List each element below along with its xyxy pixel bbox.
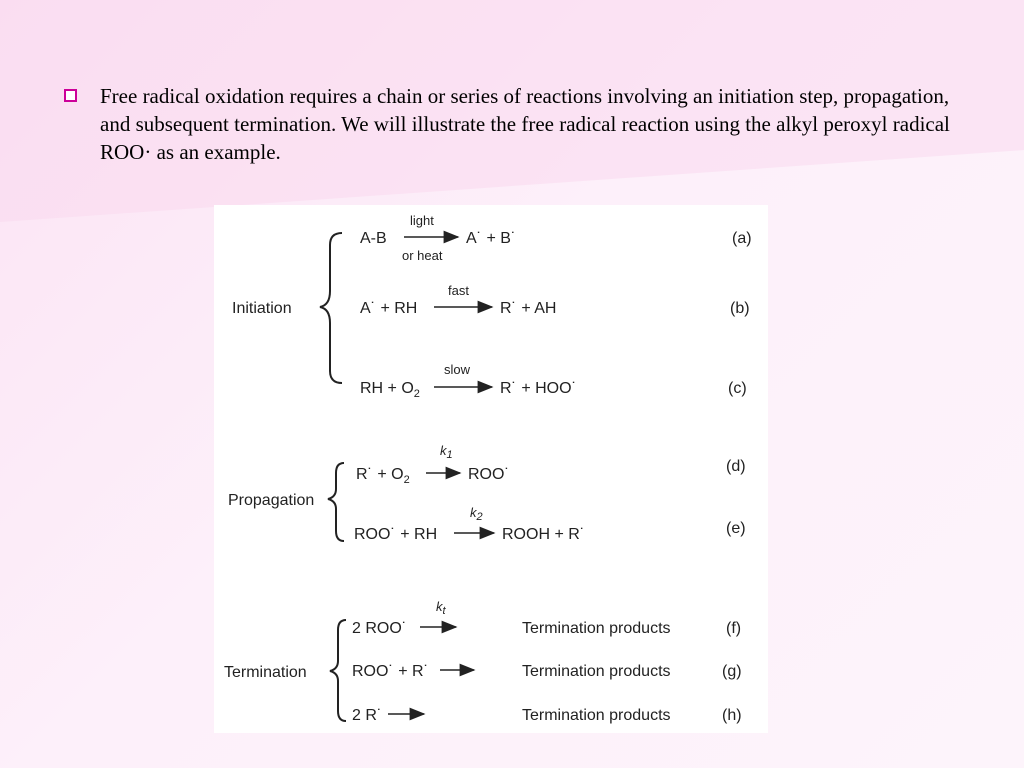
- reaction-scheme-figure: [214, 205, 768, 733]
- reaction-a-products: A˙ + B˙: [466, 230, 517, 247]
- reaction-b-products: R˙ + AH: [500, 300, 557, 317]
- initiation-brace: [320, 233, 342, 383]
- reaction-d-rate-constant: $k_1$: [440, 443, 453, 461]
- reaction-f-tag: (f): [726, 620, 742, 637]
- propagation-brace: [328, 463, 344, 541]
- reaction-c-reactants: RH + $O_2$: [360, 380, 420, 400]
- group-label-termination: Termination: [224, 664, 307, 681]
- bullet-square-icon: [64, 89, 77, 102]
- reaction-d-reactants: R˙ + $O_2$: [356, 466, 410, 486]
- reaction-f-rate-constant: $k_t$: [436, 599, 446, 617]
- reaction-c-tag: (c): [728, 380, 747, 397]
- reaction-a-reactants: A-B: [360, 230, 387, 247]
- reaction-b-condition-above: fast: [448, 283, 469, 298]
- reaction-b-tag: (b): [730, 300, 750, 317]
- reaction-f-products: Termination products: [522, 620, 671, 637]
- reaction-e-products: ROOH + R˙: [502, 526, 586, 543]
- reaction-g-reactants: ROO˙ + R˙: [352, 663, 429, 680]
- slide-body-text: Free radical oxidation requires a chain or series of reactions involving an initiation step, propagation, and subsequent termination. We will illustrate the free radical reaction using the alkyl peroxyl radical ROO· as an example.: [100, 84, 950, 164]
- reaction-a-tag: (a): [732, 230, 752, 247]
- reaction-e-rate-constant: $k_2$: [470, 505, 483, 523]
- termination-brace: [330, 620, 346, 721]
- reaction-a-condition-above: light: [410, 213, 434, 228]
- reaction-h-reactants: 2 R˙: [352, 707, 383, 724]
- reaction-h-products: Termination products: [522, 707, 671, 724]
- reaction-c-condition-above: slow: [444, 362, 471, 377]
- reaction-g-tag: (g): [722, 663, 742, 680]
- reaction-a-condition-below: or heat: [402, 248, 443, 263]
- reaction-h-tag: (h): [722, 707, 742, 724]
- group-label-propagation: Propagation: [228, 492, 315, 509]
- reaction-g-products: Termination products: [522, 663, 671, 680]
- reaction-d-tag: (d): [726, 458, 746, 475]
- reaction-d-products: ROO˙: [468, 466, 510, 483]
- group-label-initiation: Initiation: [232, 300, 292, 317]
- reaction-e-tag: (e): [726, 520, 746, 537]
- reaction-b-reactants: A˙ + RH: [360, 300, 418, 317]
- reaction-c-products: R˙ + HOO˙: [500, 380, 577, 397]
- reaction-e-reactants: ROO˙ + RH: [354, 526, 438, 543]
- reaction-f-reactants: 2 ROO˙: [352, 620, 408, 637]
